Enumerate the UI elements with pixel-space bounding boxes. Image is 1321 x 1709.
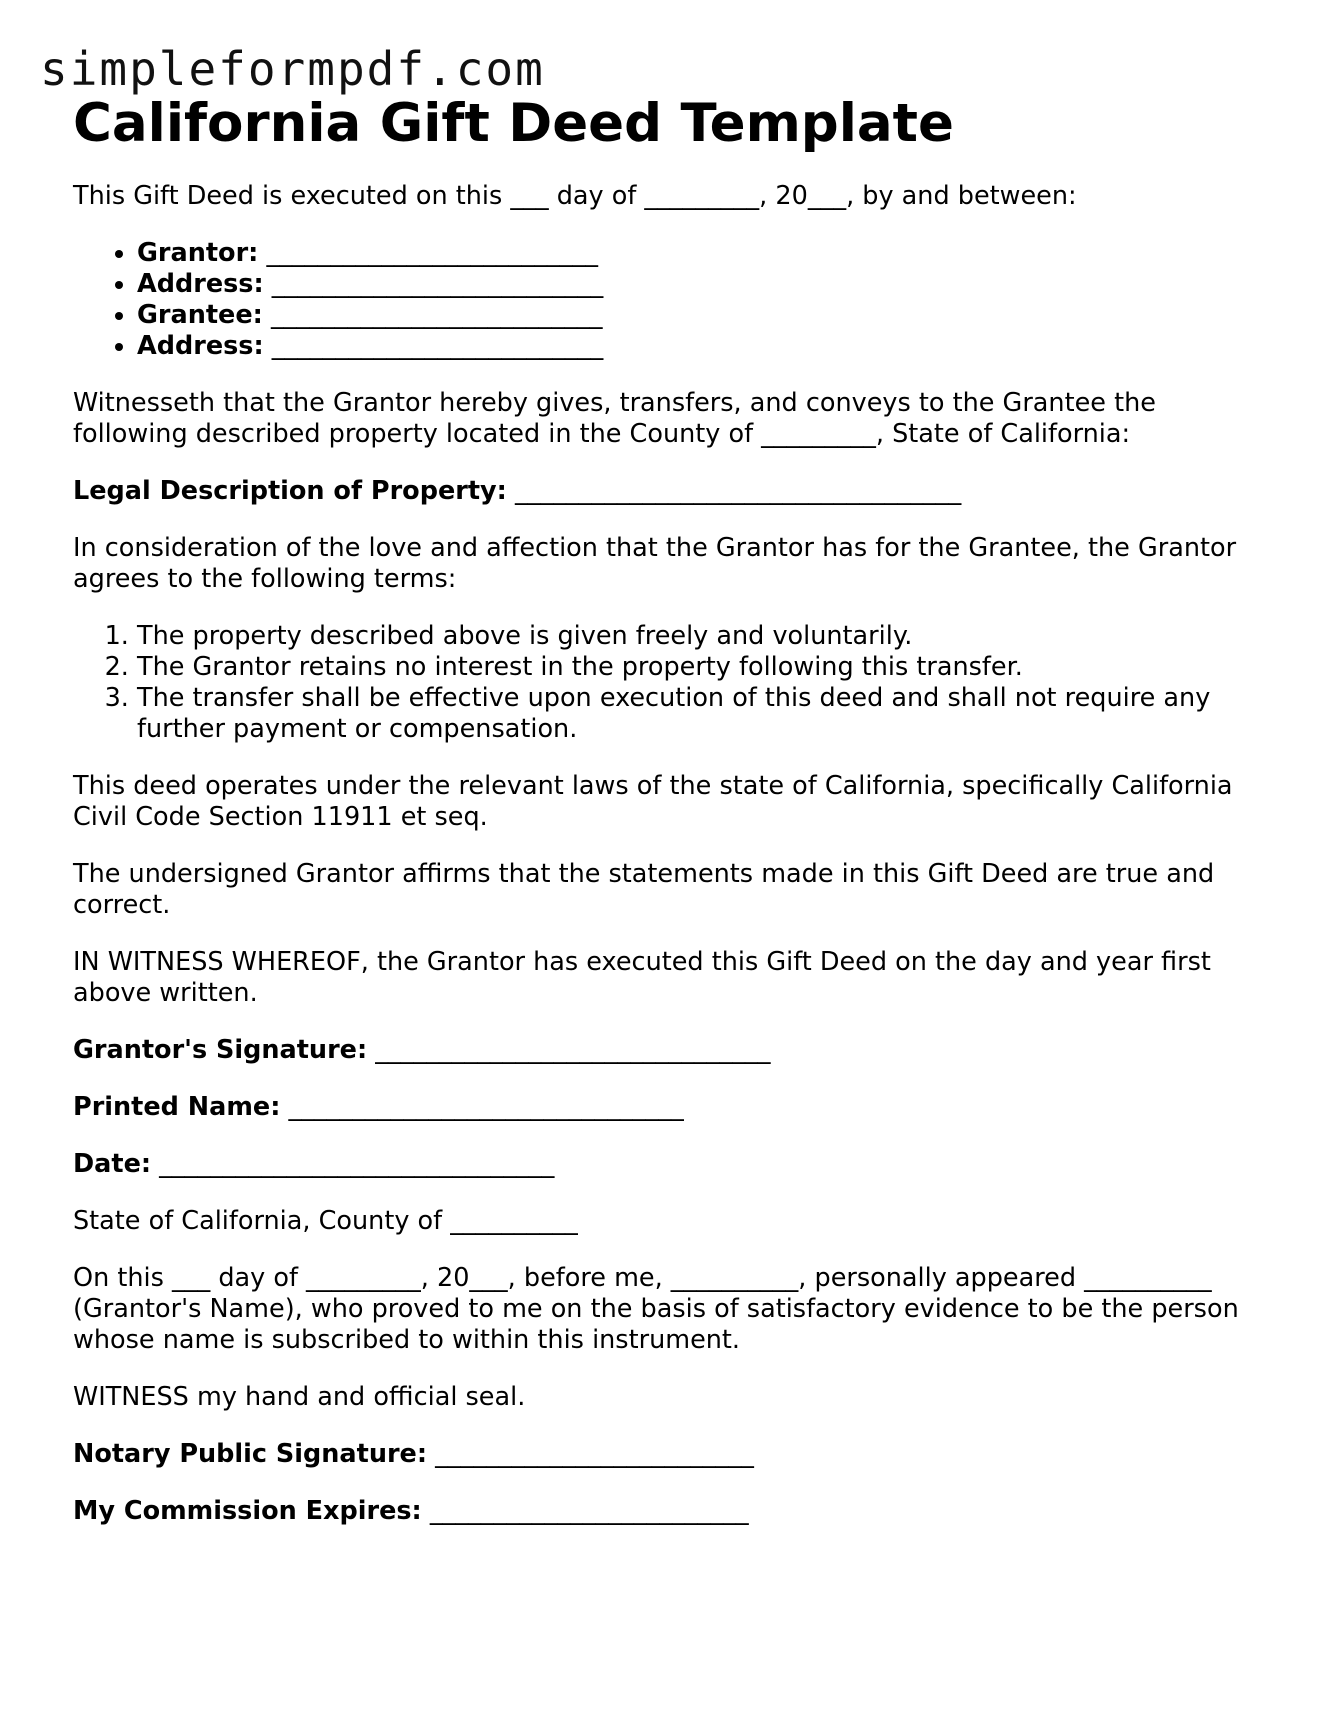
document-body <box>73 91 1263 1553</box>
commission-expires-label: My Commission Expires: <box>73 1496 422 1526</box>
party-grantor-address <box>137 269 1263 300</box>
witness-hand-line: WITNESS my hand and official seal. <box>73 1382 526 1412</box>
in-witness-paragraph: IN WITNESS WHEREOF, the Grantor has executed this Gift Deed on the day and year first above written. <box>73 947 1211 1008</box>
legal-description-line <box>73 476 1263 507</box>
party-blank: __________________________ <box>266 238 598 268</box>
parties-list <box>73 238 1263 362</box>
party-blank: __________________________ <box>270 300 603 330</box>
commission-expires-line <box>73 1496 1263 1527</box>
party-label: Address: <box>137 331 264 361</box>
printed-name-blank: _______________________________ <box>288 1092 684 1122</box>
date-label: Date: <box>73 1149 152 1179</box>
notary-county-line: State of California, County of __________ <box>73 1206 578 1236</box>
intro-paragraph: This Gift Deed is executed on this ___ day of _________, 20___, by and between: <box>73 181 1077 211</box>
grantor-signature-blank: _______________________________ <box>375 1035 771 1065</box>
party-grantee <box>137 300 1263 331</box>
terms-list <box>73 621 1263 745</box>
term-item: 2. The Grantor retains no interest in the property following this transfer. <box>137 652 1263 683</box>
term-item: 1. The property described above is given freely and voluntarily. <box>137 621 1263 652</box>
party-label: Address: <box>137 269 264 299</box>
commission-expires-blank: _________________________ <box>429 1496 749 1526</box>
party-grantee-address <box>137 331 1263 362</box>
law-paragraph: This deed operates under the relevant laws of the state of California, specifically California Civil Code Section 11911 et seq. <box>73 771 1233 832</box>
party-label: Grantor: <box>137 238 259 268</box>
notary-signature-line <box>73 1439 1263 1470</box>
party-blank: __________________________ <box>271 269 604 299</box>
witnesseth-paragraph: Witnesseth that the Grantor hereby gives, transfers, and conveys to the Grantee the following described property located in the County of _________, State of California: <box>73 388 1156 449</box>
legal-description-label: Legal Description of Property: <box>73 476 507 506</box>
printed-name-label: Printed Name: <box>73 1092 281 1122</box>
grantor-signature-label: Grantor's Signature: <box>73 1035 368 1065</box>
party-blank: __________________________ <box>271 331 604 361</box>
site-watermark: simpleformpdf.com <box>40 42 545 96</box>
printed-name-line <box>73 1092 1263 1123</box>
consideration-paragraph: In consideration of the love and affection that the Grantor has for the Grantee, the Grantor agrees to the following terms: <box>73 533 1237 594</box>
date-blank: _______________________________ <box>159 1149 555 1179</box>
date-line <box>73 1149 1263 1180</box>
legal-description-blank: ___________________________________ <box>514 476 962 506</box>
party-grantor <box>137 238 1263 269</box>
term-item: 3. The transfer shall be effective upon execution of this deed and shall not require any further payment or compensation. <box>137 683 1263 745</box>
grantor-signature-line <box>73 1035 1263 1066</box>
party-label: Grantee: <box>137 300 263 330</box>
notary-signature-label: Notary Public Signature: <box>73 1439 428 1469</box>
notary-statement-paragraph: On this ___ day of _________, 20___, before me, __________, personally appeared __________ (Grantor's Name), who proved to me on the basis of satisfactory evidence to be the person whose name is subscribed to within this instrument. <box>73 1263 1239 1355</box>
affirmation-paragraph: The undersigned Grantor affirms that the statements made in this Gift Deed are true and correct. <box>73 859 1215 920</box>
page-title: California Gift Deed Template <box>73 93 954 154</box>
notary-signature-blank: _________________________ <box>435 1439 754 1469</box>
